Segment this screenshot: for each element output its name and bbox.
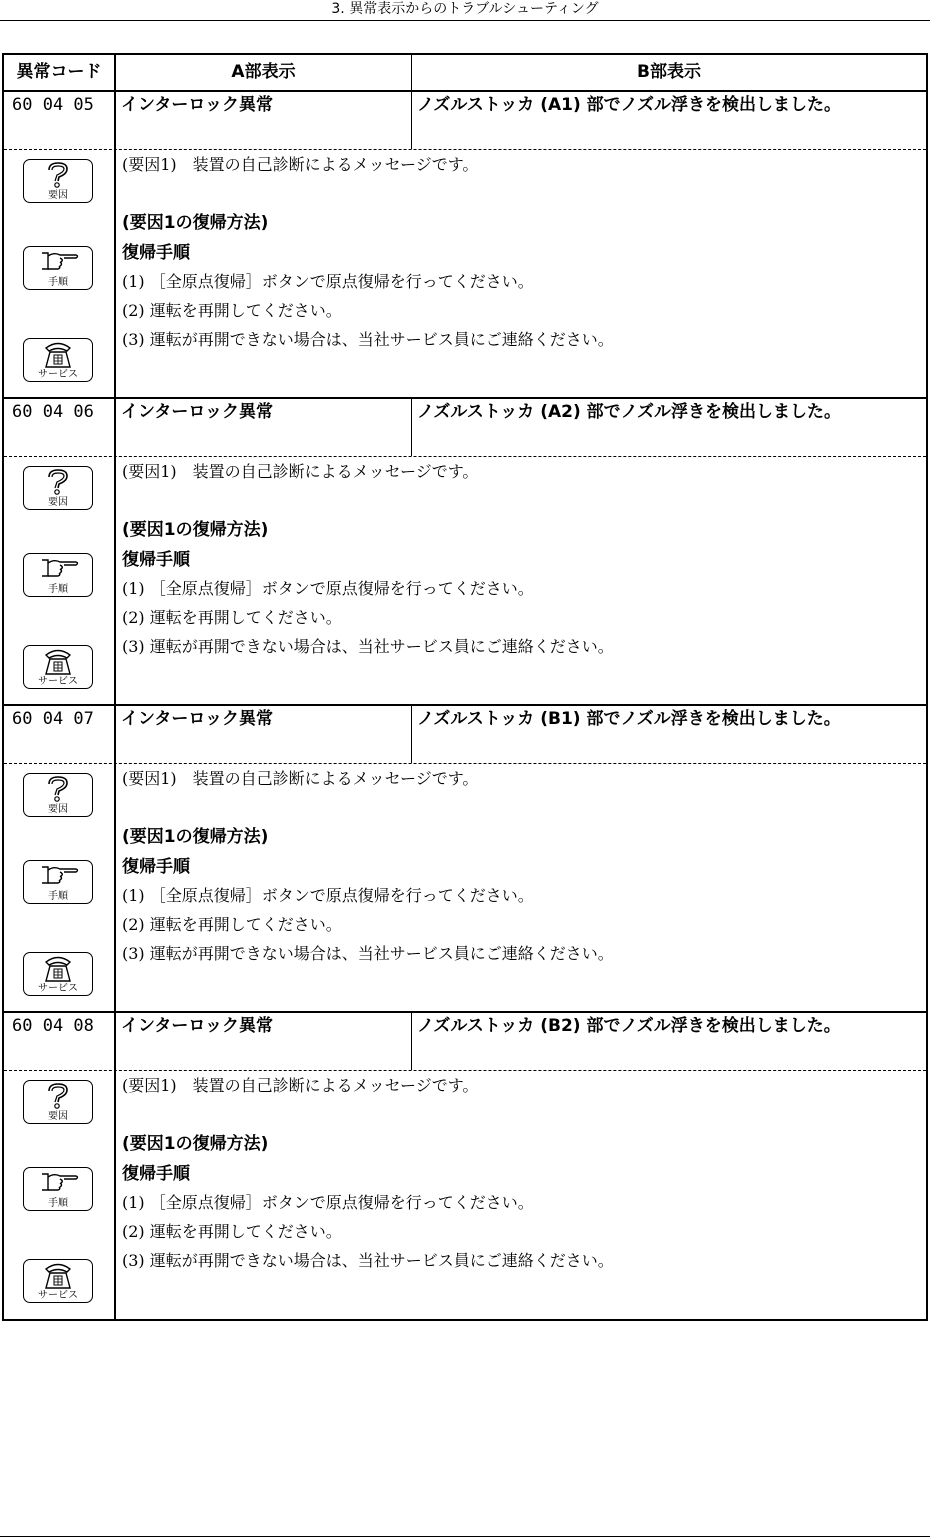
steps-heading: 復帰手順	[122, 550, 190, 570]
detail-text	[116, 1071, 926, 1319]
cause-text: (要因1) 装置の自己診断によるメッセージです。	[122, 462, 479, 481]
page-title: 3. 異常表示からのトラブルシューティング	[331, 1, 599, 17]
step-1: (1) ［全原点復帰］ボタンで原点復帰を行ってください。	[122, 272, 534, 291]
error-entry	[4, 706, 926, 1013]
error-code: 60 04 07	[4, 706, 116, 763]
question-mark-icon	[24, 1081, 92, 1111]
table-header-row	[4, 55, 926, 92]
step-1: (1) ［全原点復帰］ボタンで原点復帰を行ってください。	[122, 886, 534, 905]
steps-icon-label: 手順	[48, 891, 68, 902]
error-entry	[4, 399, 926, 706]
entry-detail	[4, 150, 926, 397]
detail-text	[116, 457, 926, 704]
icon-column	[4, 1071, 116, 1319]
recovery-heading: (要因1の復帰方法)	[122, 827, 269, 847]
cause-icon-box	[23, 466, 93, 510]
entry-summary-row	[4, 399, 926, 456]
entry-detail	[4, 1071, 926, 1319]
icon-column	[4, 457, 116, 704]
service-icon-label: サービス	[38, 983, 78, 994]
icon-column	[4, 150, 116, 397]
step-1: (1) ［全原点復帰］ボタンで原点復帰を行ってください。	[122, 579, 534, 598]
service-icon-box	[23, 645, 93, 689]
cause-text: (要因1) 装置の自己診断によるメッセージです。	[122, 769, 479, 788]
step-1: (1) ［全原点復帰］ボタンで原点復帰を行ってください。	[122, 1193, 534, 1212]
service-icon-box	[23, 1259, 93, 1303]
entry-detail	[4, 764, 926, 1011]
error-entry	[4, 92, 926, 399]
step-2: (2) 運転を再開してください。	[122, 915, 342, 934]
recovery-heading: (要因1の復帰方法)	[122, 520, 269, 540]
steps-icon-label: 手順	[48, 584, 68, 595]
error-code-table	[2, 53, 928, 1321]
service-icon-label: サービス	[38, 676, 78, 687]
question-mark-icon	[24, 160, 92, 190]
step-2: (2) 運転を再開してください。	[122, 301, 342, 320]
steps-icon-box	[23, 553, 93, 597]
telephone-icon	[24, 1260, 92, 1292]
pointing-hand-icon	[24, 247, 92, 277]
column-header-code: 異常コード	[4, 55, 116, 90]
telephone-icon	[24, 339, 92, 371]
b-display-text: ノズルストッカ (A2) 部でノズル浮きを検出しました。	[417, 402, 841, 422]
steps-icon-box	[23, 246, 93, 290]
step-2: (2) 運転を再開してください。	[122, 608, 342, 627]
service-icon-box	[23, 952, 93, 996]
column-header-b: B部表示	[637, 62, 701, 82]
question-mark-icon	[24, 774, 92, 804]
entry-detail	[4, 457, 926, 704]
telephone-icon	[24, 646, 92, 678]
step-3: (3) 運転が再開できない場合は、当社サービス員にご連絡ください。	[122, 944, 614, 963]
question-mark-icon	[24, 467, 92, 497]
service-icon-label: サービス	[38, 369, 78, 380]
column-header-a: A部表示	[116, 55, 412, 90]
step-2: (2) 運転を再開してください。	[122, 1222, 342, 1241]
step-3: (3) 運転が再開できない場合は、当社サービス員にご連絡ください。	[122, 637, 614, 656]
step-3: (3) 運転が再開できない場合は、当社サービス員にご連絡ください。	[122, 330, 614, 349]
error-code: 60 04 06	[4, 399, 116, 456]
cause-icon-box	[23, 159, 93, 203]
entry-summary-row	[4, 1013, 926, 1070]
footer-rule	[0, 1536, 930, 1537]
error-code: 60 04 08	[4, 1013, 116, 1070]
steps-heading: 復帰手順	[122, 1164, 190, 1184]
a-display-text: インターロック異常	[116, 399, 412, 456]
pointing-hand-icon	[24, 1168, 92, 1198]
entry-summary-row	[4, 92, 926, 149]
error-code: 60 04 05	[4, 92, 116, 149]
steps-icon-box	[23, 1167, 93, 1211]
telephone-icon	[24, 953, 92, 985]
recovery-heading: (要因1の復帰方法)	[122, 1134, 269, 1154]
cause-icon-box	[23, 1080, 93, 1124]
pointing-hand-icon	[24, 861, 92, 891]
cause-icon-label: 要因	[48, 497, 68, 508]
step-3: (3) 運転が再開できない場合は、当社サービス員にご連絡ください。	[122, 1251, 614, 1270]
cause-icon-box	[23, 773, 93, 817]
b-display-text: ノズルストッカ (A1) 部でノズル浮きを検出しました。	[417, 95, 841, 115]
a-display-text: インターロック異常	[116, 1013, 412, 1070]
page-header	[0, 0, 930, 21]
pointing-hand-icon	[24, 554, 92, 584]
steps-icon-label: 手順	[48, 277, 68, 288]
steps-icon-box	[23, 860, 93, 904]
a-display-text: インターロック異常	[116, 706, 412, 763]
a-display-text: インターロック異常	[116, 92, 412, 149]
cause-text: (要因1) 装置の自己診断によるメッセージです。	[122, 155, 479, 174]
recovery-heading: (要因1の復帰方法)	[122, 213, 269, 233]
detail-text	[116, 764, 926, 1011]
steps-icon-label: 手順	[48, 1198, 68, 1209]
service-icon-label: サービス	[38, 1290, 78, 1301]
cause-icon-label: 要因	[48, 190, 68, 201]
error-entry	[4, 1013, 926, 1319]
cause-text: (要因1) 装置の自己診断によるメッセージです。	[122, 1076, 479, 1095]
b-display-text: ノズルストッカ (B1) 部でノズル浮きを検出しました。	[417, 709, 841, 729]
icon-column	[4, 764, 116, 1011]
steps-heading: 復帰手順	[122, 243, 190, 263]
cause-icon-label: 要因	[48, 804, 68, 815]
detail-text	[116, 150, 926, 397]
b-display-text: ノズルストッカ (B2) 部でノズル浮きを検出しました。	[417, 1016, 841, 1036]
cause-icon-label: 要因	[48, 1111, 68, 1122]
service-icon-box	[23, 338, 93, 382]
steps-heading: 復帰手順	[122, 857, 190, 877]
entry-summary-row	[4, 706, 926, 763]
